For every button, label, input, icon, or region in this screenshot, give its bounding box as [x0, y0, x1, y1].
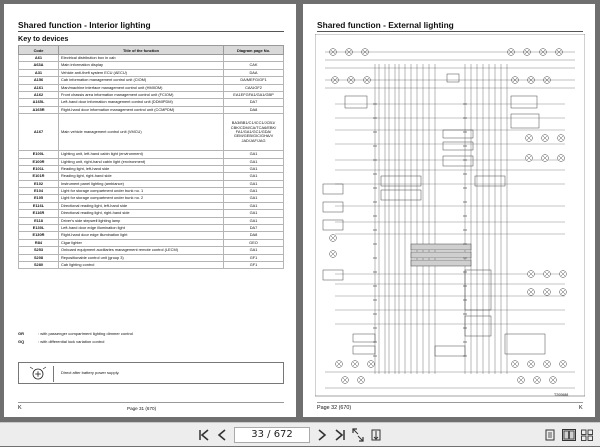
- note-text: : with passenger compartment lighting dimmer control: [38, 330, 133, 336]
- note-code: GR: [18, 330, 24, 336]
- next-page-icon[interactable]: [316, 427, 328, 443]
- key-heading: Key to devices: [18, 34, 69, 43]
- cell-code: S208: [19, 254, 59, 261]
- cell-title: Lighting unit, left-hand cabin light (environment): [59, 151, 224, 158]
- cell-title: Cab information management control unit (CIOM): [59, 77, 224, 84]
- footer-letter: K: [579, 405, 583, 411]
- table-row: [19, 254, 284, 261]
- page-separator: /: [267, 429, 271, 440]
- cell-diagram-page: DA8: [224, 106, 284, 113]
- diagram-code: T200688: [554, 393, 569, 397]
- total-pages: 672: [273, 429, 293, 440]
- table-row: [19, 62, 284, 69]
- table-row: [19, 188, 284, 195]
- table-row: [19, 261, 284, 268]
- cell-diagram-page: DA8: [224, 232, 284, 239]
- cell-code: S280: [19, 261, 59, 268]
- cell-code: A162: [19, 91, 59, 98]
- cell-code: E118: [19, 217, 59, 224]
- table-row: [19, 217, 284, 224]
- table-row: [19, 69, 284, 76]
- cell-code: A167: [19, 114, 59, 151]
- cell-title: Front chassis area information management control unit (FCIOM): [59, 91, 224, 98]
- cell-title: Reading light, left-hand side: [59, 165, 224, 172]
- cell-code: E116L: [19, 202, 59, 209]
- table-row: [19, 106, 284, 113]
- cell-title: Main information display: [59, 62, 224, 69]
- cell-diagram-page: GA1: [224, 165, 284, 172]
- page-title: Shared function - Interior lighting: [18, 20, 151, 30]
- table-row: [19, 151, 284, 158]
- cell-title: Directional reading light, left-hand side: [59, 202, 224, 209]
- cell-code: E101L: [19, 165, 59, 172]
- device-table-body: [19, 55, 284, 269]
- cell-title: Electrical distribution box in cab: [59, 55, 224, 62]
- cell-code: E104: [19, 188, 59, 195]
- table-row: [19, 195, 284, 202]
- cell-title: Driver's side stepwell lighting lamp: [59, 217, 224, 224]
- cell-code: E130L: [19, 225, 59, 232]
- cell-title: Reading light, right-hand side: [59, 173, 224, 180]
- cell-title: Right-hand door edge illumination light: [59, 232, 224, 239]
- cell-code: E102: [19, 180, 59, 187]
- column-header-code: Code: [19, 46, 59, 55]
- table-header-row: [19, 46, 284, 55]
- cell-code: A165L: [19, 99, 59, 106]
- cell-diagram-page: GA1: [224, 188, 284, 195]
- title-rule: [18, 31, 284, 32]
- cell-diagram-page: GA1: [224, 180, 284, 187]
- table-row: [19, 77, 284, 84]
- wiring-diagram: [315, 34, 585, 399]
- cell-diagram-page: GA1: [224, 202, 284, 209]
- cell-diagram-page: GEO: [224, 239, 284, 246]
- table-row: [19, 173, 284, 180]
- table-row: [19, 247, 284, 254]
- cell-code: A63A: [19, 62, 59, 69]
- first-page-icon[interactable]: [198, 427, 210, 443]
- document-page-left: [4, 4, 296, 417]
- footer-letter: K: [18, 405, 22, 411]
- cell-diagram-page: DAA: [224, 69, 284, 76]
- cell-diagram-page: GA1: [224, 151, 284, 158]
- cell-title: Left-hand door information management control unit (DDMIPDM): [59, 99, 224, 106]
- cell-code: A161: [19, 84, 59, 91]
- cell-title: Lighting unit, right-hand cabin light (environment): [59, 158, 224, 165]
- current-page: 33: [251, 429, 264, 440]
- document-page-right: [303, 4, 595, 417]
- fit-page-icon[interactable]: [352, 427, 364, 443]
- fit-width-icon[interactable]: [370, 427, 382, 443]
- cell-diagram-page: GF1: [224, 261, 284, 268]
- single-page-icon[interactable]: [544, 427, 556, 443]
- last-page-icon[interactable]: [334, 427, 346, 443]
- page-number-input[interactable]: [234, 427, 310, 443]
- cell-code: E130R: [19, 232, 59, 239]
- grid-view-icon[interactable]: [580, 427, 594, 443]
- pdf-toolbar: [0, 422, 600, 446]
- cell-code: E100L: [19, 151, 59, 158]
- footer-page-number: Page 31 (670): [127, 406, 157, 411]
- cell-title: Left-hand door edge illumination light: [59, 225, 224, 232]
- cell-diagram-page: GA1: [224, 217, 284, 224]
- table-row: [19, 55, 284, 62]
- battery-supply-symbol: [22, 366, 54, 382]
- footer-page-number: Page 32 (670): [317, 405, 352, 411]
- device-table: [18, 45, 284, 269]
- table-row: [19, 84, 284, 91]
- cell-title: Light for storage compartment under bunk no. 2: [59, 195, 224, 202]
- column-header-title: Title of the function: [59, 46, 224, 55]
- cell-title: Right-hand door information management control unit (CCMPDM): [59, 106, 224, 113]
- table-row: [19, 210, 284, 217]
- cell-title: Man/machine interface management control unit (HMIIOM): [59, 84, 224, 91]
- cell-diagram-page: CA/UGF2: [224, 84, 284, 91]
- cell-diagram-page: GA1: [224, 173, 284, 180]
- title-rule: [317, 31, 583, 32]
- page-title: Shared function - External lighting: [317, 20, 454, 30]
- table-row: [19, 225, 284, 232]
- table-row: [19, 180, 284, 187]
- table-row: [19, 114, 284, 151]
- cell-diagram-page: GA1: [224, 210, 284, 217]
- cell-title: Cigar lighter: [59, 239, 224, 246]
- note-code: GQ: [18, 338, 25, 344]
- cell-title: Directional reading light, right-hand side: [59, 210, 224, 217]
- cell-code: A61: [19, 55, 59, 62]
- footer-rule: [317, 402, 583, 403]
- table-row: [19, 165, 284, 172]
- cell-diagram-page: GA1: [224, 158, 284, 165]
- footer-rule: [18, 402, 284, 403]
- cell-code: E101R: [19, 173, 59, 180]
- cell-diagram-page: GF1: [224, 254, 284, 261]
- note-gr: [18, 329, 284, 337]
- cell-code: A156: [19, 77, 59, 84]
- cell-diagram-page: GA1: [224, 247, 284, 254]
- cell-title: Vehicle anti-theft system ECU (AECU): [59, 69, 224, 76]
- legend-text: Direct after battery power supply.: [61, 370, 120, 375]
- cell-code: R84: [19, 239, 59, 246]
- cell-title: Light for storage compartment under bunk no. 1: [59, 188, 224, 195]
- cell-title: Main vehicle management control unit (VMCU): [59, 114, 224, 151]
- cell-code: E116R: [19, 210, 59, 217]
- table-row: [19, 202, 284, 209]
- cell-diagram-page: CAK: [224, 62, 284, 69]
- cell-diagram-page: GA1: [224, 195, 284, 202]
- cell-diagram-page: [224, 55, 284, 62]
- cell-diagram-page: EA1EFGFA1/GA1/GBP: [224, 91, 284, 98]
- cell-code: A165R: [19, 106, 59, 113]
- table-row: [19, 239, 284, 246]
- note-gq: [18, 337, 284, 345]
- cell-title: Onboard equipment auxiliaries management remote control (LECM): [59, 247, 224, 254]
- cell-diagram-page: BA3/BB1/C1/ICC1/JCB1/ CBK/CDM/CA/TCA6/EBK/ FA1/GA1/GC1/GDA/ GEM/GEB/GIC/GHA/V JAD/JAF/JAG: [224, 114, 284, 151]
- legend-box: [18, 362, 284, 384]
- table-row: [19, 232, 284, 239]
- note-text: : with differential lock variation control: [38, 338, 105, 344]
- notes: [18, 329, 284, 345]
- cell-title: Repositionable control unit (group 3): [59, 254, 224, 261]
- cell-code: S253: [19, 247, 59, 254]
- cell-title: Cab lighting control: [59, 261, 224, 268]
- cell-code: E105: [19, 195, 59, 202]
- cell-diagram-page: DA/MEFG/GF1: [224, 77, 284, 84]
- cell-code: A31: [19, 69, 59, 76]
- table-row: [19, 91, 284, 98]
- table-row: [19, 99, 284, 106]
- battery-supply-icon: [22, 366, 54, 382]
- cell-diagram-page: DA7: [224, 99, 284, 106]
- table-row: [19, 158, 284, 165]
- column-header-diagram: Diagram page No.: [224, 46, 284, 55]
- prev-page-icon[interactable]: [216, 427, 228, 443]
- cell-title: Instrument panel lighting (ambiance): [59, 180, 224, 187]
- two-page-icon[interactable]: [562, 427, 576, 443]
- cell-diagram-page: DA7: [224, 225, 284, 232]
- cell-code: E100R: [19, 158, 59, 165]
